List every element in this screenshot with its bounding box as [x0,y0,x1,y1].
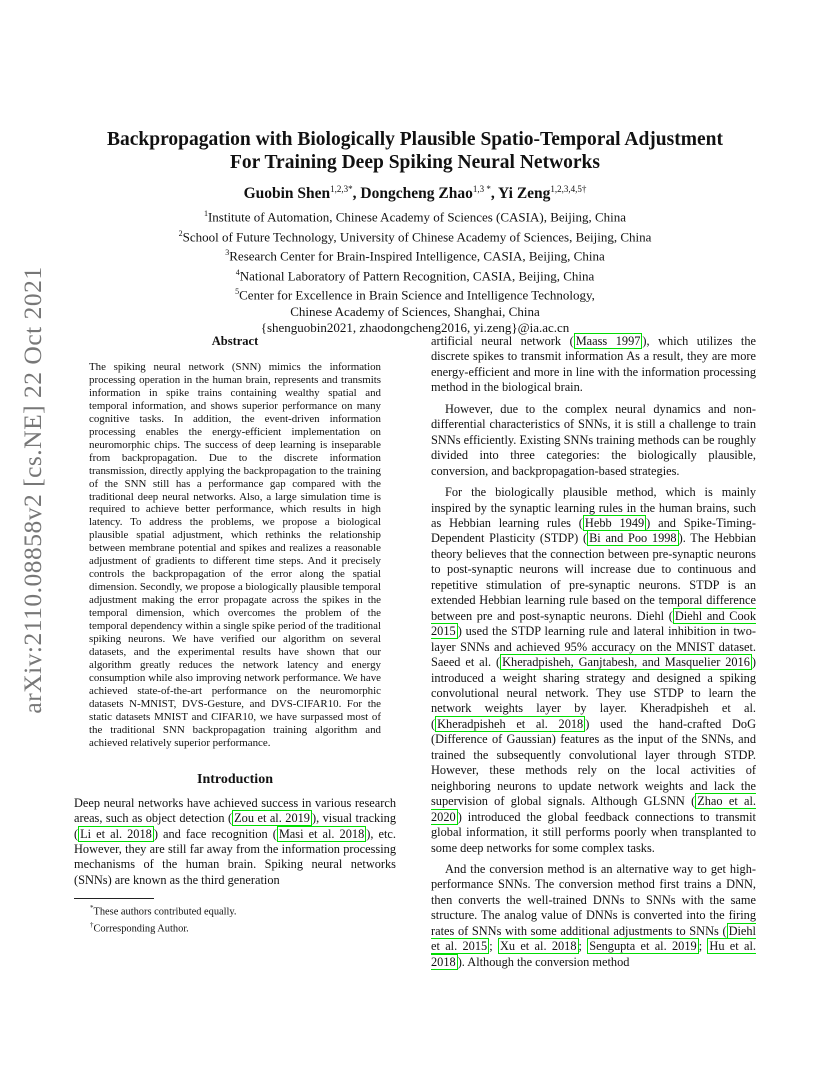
citation-link[interactable]: Sengupta et al. 2019 [589,939,697,954]
footnote-divider [74,898,154,899]
author-name: Guobin Shen [243,185,331,203]
affiliation-list [74,206,756,336]
citation-link[interactable]: Li et al. 2018 [80,826,152,841]
citation-link[interactable]: Diehl et al. 2015 [431,923,756,954]
citation-link[interactable]: Xu et al. 2018 [499,939,577,954]
citation-link[interactable]: Hebb 1949 [584,515,645,530]
footnote: †Corresponding Author. [90,920,189,935]
affiliation: $^1$Institute of Automation, Chinese Academy of Sciences (CASIA), Beijing, China [203,209,627,225]
citation-link[interactable]: Kheradpisheh et al. 2018 [437,716,584,731]
citation-link[interactable]: Kheradpisheh, Ganjtabesh, and Masquelier 2016 [502,655,750,670]
citation-link[interactable]: Zou et al. 2019 [234,811,310,826]
body-paragraph: artificial neural network ( Maass 1997 ), which utilizes the discrete spikes to transmit information As a result, they are more energy-efficient and more in line with the information processing method in the biological brain. [431,334,756,395]
citation-link[interactable]: Masi et al. 2018 [278,826,365,841]
author-affil-sup: 1,3 * [472,184,491,194]
left-column [74,334,396,935]
title-line-2: For Training Deep Spiking Neural Networks [230,152,600,173]
footnote: *These authors contributed equally. [90,904,237,918]
intro-paragraph: Deep neural networks have achieved success in various research areas, such as object detection ( Zou et al. 2019 ), visual tracking ( Li et al. 2018 ) and face recognition ( Masi et al. 2018 ), etc. However, they are still far away from the information processing mechanisms of the human brain. Spiking neural networks (SNNs) are known as the third generation [74,795,396,887]
author-affil-sup: 1,2,3* [330,184,353,194]
affiliation: $^5$Center for Excellence in Brain Science and Intelligence Technology, [235,287,595,303]
paper-title [74,128,756,174]
author-affil-sup: 1,2,3,4,5† [550,184,587,194]
introduction-heading: Introduction [197,771,273,787]
right-column [431,334,756,970]
body-paragraph: However, due to the complex neural dynamics and non-differential characteristics of SNNs, it is still a challenge to train SNNs efficiently. Existing SNNs training methods can be roughly divided into three categories: the biologically plausible, conversion, and backpropagation-based strategies. [431,401,757,478]
author-name: Dongcheng Zhao [360,185,473,203]
affiliation: Chinese Academy of Sciences, Shanghai, China [290,303,540,319]
citation-link[interactable]: Zhao et al. 2020 [431,794,757,824]
author-list: Guobin Shen$^{1,2,3*}$, Dongcheng Zhao$^{1,3 *}$, Yi Zeng$^{1,2,3,4,5\dagger}$ [243,184,587,203]
citation-link[interactable]: Diehl and Cook 2015 [431,608,756,639]
body-paragraph: For the biologically plausible method, which is mainly inspired by the synaptic learning rules in the human brains, such as Hebbian learning rules ( Hebb 1949 ) and Spike-Timing-Dependent Plasticity (STDP) ( Bi and Poo 1998 ). The Hebbian theory believes that the connection between pre-synaptic neurons to post-synaptic neurons will increase due to continuous and repetitive stimulation of pre-synaptic neurons. STDP is an extended Hebbian learning rule based on the temporal difference between pre and post-synaptic neurons. Diehl ( Diehl and Cook 2015 ) used the STDP learning rule and lateral inhibition in two-layer SNNs and achieved 95% accuracy on the MNIST dataset. Saeed et al. ( Kheradpisheh, Ganjtabesh, and Masquelier 2016 ) introduced a weight sharing strategy and designed a spiking convolutional neural network. They use STDP to learn the network weights layer by layer. Kheradpisheh et al. ( Kheradpisheh et al. 2018 ) used the hand-crafted DoG (Difference of Gaussian) features as the input of the SNNs, and trained the subsequently convolutional layer through STDP. However, these methods rely on the local activities of neighboring neurons to update network weights and lack the supervision of global signals. Although GLSNN ( Zhao et al. 2020 ) introduced the global feedback connections to transmit global information, it still performs poorly when transplanted to some deep networks for some complex tasks. [431,485,757,855]
citation-link[interactable]: Bi and Poo 1998 [589,531,677,546]
citation-link[interactable]: Hu et al. 2018 [431,939,757,969]
title-line-1: Backpropagation with Biologically Plausible Spatio-Temporal Adjustment [107,129,723,150]
affiliation: $^4$National Laboratory of Pattern Recognition, CASIA, Beijing, China [235,267,595,283]
author-emails: {shenguobin2021, zhaodongcheng2016, yi.zeng}@ia.ac.cn [260,319,570,335]
affiliation: $^2$School of Future Technology, University of Chinese Academy of Sciences, Beijing, China [178,228,652,244]
affiliation: $^3$Research Center for Brain-Inspired Intelligence, CASIA, Beijing, China [225,248,605,264]
arxiv-identifier: arXiv:2110.08858v2 [cs.NE] 22 Oct 2021 [18,266,47,714]
body-paragraph: And the conversion method is an alternative way to get high-performance SNNs. The conversion method first trains a DNN, then converts the well-trained DNNs to SNNs with the same structure. The analog value of DNNs is converted into the firing rates of SNNs with some additional adjustments to SNNs ( Diehl et al. 2015 ; Xu et al. 2018 ; Sengupta et al. 2019 ; Hu et al. 2018 ). Although the conversion method [431,861,757,969]
citation-link[interactable]: Maass 1997 [575,334,641,348]
author-name: Yi Zeng [498,185,551,203]
abstract-heading: Abstract [211,334,259,348]
abstract-text: The spiking neural network (SNN) mimics the information processing operation in the human brain, represents and transmits information in spike trains containing wealthy spatial and temporal information, and shows superior performance on many cognitive tasks. In addition, the event-driven information processing enables the energy-efficient implementation on neuromorphic chips. The success of deep learning is inseparable from backpropagation. Due to the discrete information transmission, directly applying the backpropagation to the training of the SNN still has a performance gap compared with the traditional deep neural networks. Also, a large simulation time is required to achieve better performance, which results in high latency. To address the problems, we propose a biological plausible spatial adjustment, which rethinks the relationship between membrane potential and spikes and realizes a reasonable adjustment of gradients to different time steps. And it precisely controls the backpropagation of the error along the spatial dimension. Secondly, we propose a biologically plausible temporal adjustment making the error propagate across the spikes in the temporal dimension, which overcomes the problem of the temporal dependency within a single spike period of the traditional spiking neurons. We have verified our algorithm on several datasets, and the experimental results have shown that our algorithm greatly reduces the network latency and energy consumption while also improving network performance. We have achieved state-of-the-art performance on the neuromorphic datasets N-MNIST, DVS-Gesture, and DVS-CIFAR10. For the static datasets MNIST and CIFAR10, we have surpassed most of the traditional SNN backpropagation training algorithm and achieved relatively superior performance. [89,361,381,749]
